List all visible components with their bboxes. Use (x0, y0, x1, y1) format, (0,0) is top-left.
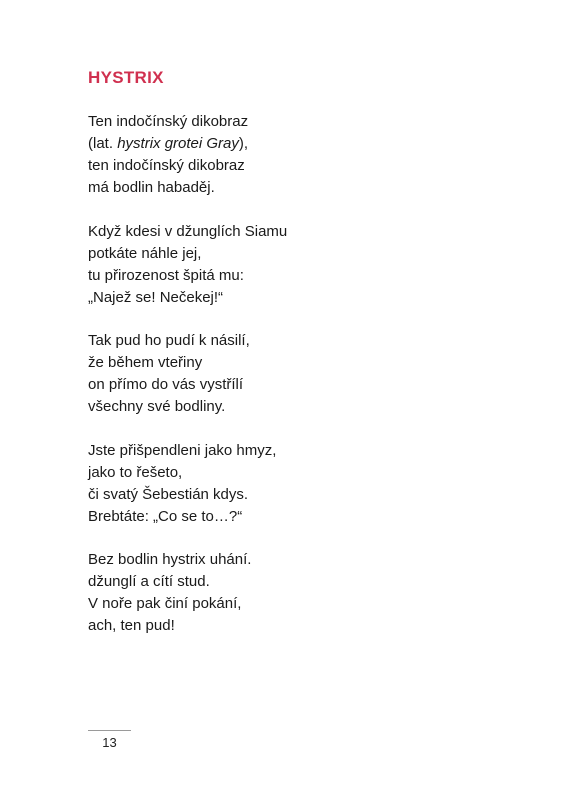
stanza-4 (88, 440, 528, 528)
footer-divider (88, 730, 131, 731)
poem-line: „Najež se! Nečekej!“ (88, 288, 224, 306)
poem-line: Brebtáte: „Co se to…?“ (88, 507, 243, 525)
poem-line: jako to řešeto, (88, 463, 183, 481)
poem-line (88, 133, 528, 155)
poem-line: všechny své bodliny. (88, 398, 226, 415)
poem-line: Bez bodlin hystrix uhání. (88, 551, 252, 568)
poem-line: že během vteřiny (88, 354, 203, 371)
poem-line: džunglí a cítí stud. (88, 573, 210, 590)
stanza-1 (88, 111, 528, 199)
poem-body (88, 111, 528, 659)
poem-line: má bodlin habaděj. (88, 179, 215, 196)
poem-line: Jste přišpendleni jako hmyz, (88, 441, 277, 459)
poem-line: Tak pud ho pudí k násilí, (88, 332, 250, 349)
poem-title: HYSTRIX (88, 68, 164, 87)
poem-line: Ten indočínský dikobraz (88, 113, 249, 130)
poem-line: či svatý Šebestián kdys. (88, 485, 249, 503)
poem-line: tu přirozenost špitá mu: (88, 266, 244, 284)
poem-line: Když kdesi v džunglích Siamu (88, 222, 288, 240)
poem-line: potkáte náhle jej, (88, 244, 202, 262)
stanza-5 (88, 549, 528, 637)
stanza-3 (88, 330, 528, 418)
page-number: 13 (102, 735, 117, 750)
stanza-2 (88, 221, 528, 309)
latin-name: hystrix grotei Gray (117, 135, 239, 152)
poem-line-text: (lat. (88, 135, 118, 152)
poem-line: ach, ten pud! (88, 617, 175, 634)
poem-line: V noře pak činí pokání, (88, 595, 242, 612)
poem-line: ten indočínský dikobraz (88, 157, 245, 174)
poem-line: on přímo do vás vystřílí (88, 376, 244, 393)
poem-line-text: ), (238, 135, 249, 152)
